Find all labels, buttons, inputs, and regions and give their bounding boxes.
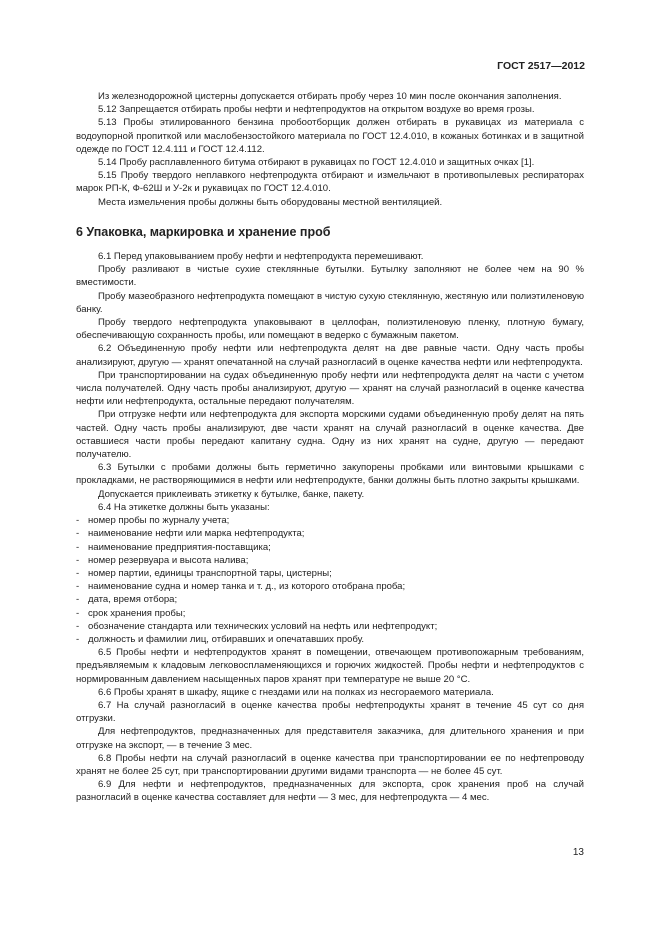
paragraph: Для нефтепродуктов, предназначенных для представителя заказчика, для длительного хранения и при отгрузке на экспорт, — в течение 3 мес.	[76, 726, 584, 751]
paragraph-6-8: 6.8 Пробы нефти на случай разногласий в оценке качества при транспортировании ее по нефтепроводу хранят не более 25 сут, при транспортировании другими видами транспорта — не более 45 сут.	[76, 752, 584, 777]
paragraph-6-4: 6.4 На этикетке должны быть указаны:	[98, 501, 270, 513]
paragraph: Допускается приклеивать этикетку к бутылке, банке, пакету.	[98, 488, 365, 500]
paragraph: Пробу твердого нефтепродукта упаковывают в целлофан, полиэтиленовую пленку, плотную бумагу, обеспечивающую сохранность пробы, или помещают в ведерко с бумажным пакетом.	[76, 317, 584, 342]
list-item: - наименование судна и номер танка и т. д., из которого отобрана проба;	[76, 581, 406, 593]
document-code: ГОСТ 2517—2012	[497, 60, 585, 72]
paragraph: Пробу мазеобразного нефтепродукта помещают в чистую сухую стеклянную, жестяную или полиэтиленовую банку.	[76, 290, 584, 315]
list-item: - должность и фамилии лиц, отбиравших и опечатавших пробу.	[76, 633, 365, 645]
list-item: - обозначение стандарта или технических условий на нефть или нефтепродукт;	[76, 620, 438, 632]
paragraph-5-14: 5.14 Пробу расплавленного битума отбирают в рукавицах по ГОСТ 12.4.010 и защитных очках [1].	[98, 157, 535, 169]
paragraph-6-5: 6.5 Пробы нефти и нефтепродуктов хранят в помещении, отвечающем противопожарным требованиям, предъявляемым к кладовым легковоспламеняющихся и горючих жидкостей. Пробы нефти и нефтепродуктов с нормированным давлением насыщенных паров хранят при температуре не выше 20 °С.	[76, 647, 584, 685]
list-item: - срок хранения пробы;	[76, 607, 186, 619]
list-item: - дата, время отбора;	[76, 594, 178, 606]
paragraph-6-7: 6.7 На случай разногласий в оценке качества пробы нефтепродукты хранят в течение 45 сут со дня отгрузки.	[76, 699, 584, 725]
paragraph-6-2: 6.2 Объединенную пробу нефти или нефтепродукта делят на две равные части. Одну часть пробы анализируют, другую — хранят опечатанной на случай разногласий в оценке качества нефти или нефтепродукта.	[76, 343, 584, 368]
paragraph-6-1: 6.1 Перед упаковыванием пробу нефти и нефтепродукта перемешивают.	[98, 251, 424, 263]
page-body	[76, 90, 584, 805]
paragraph-6-9: 6.9 Для нефти и нефтепродуктов, предназначенных для экспорта, срок хранения проб на случай разногласий в оценке качества составляет для нефти — 3 мес, для нефтепродукта — 4 мес.	[76, 779, 584, 804]
paragraph-5-13: 5.13 Пробы этилированного бензина пробоотборщик должен отбирать в рукавицах из материала с водоупорной пропиткой или маслобензостойкого материала по ГОСТ 12.4.010, в кожаных ботинках и в защитной одежде по ГОСТ 12.4.111 и ГОСТ 12.4.112.	[76, 117, 584, 155]
list-item: - номер резервуара и высота налива;	[76, 554, 249, 566]
paragraph-5-15: 5.15 Пробу твердого неплавкого нефтепродукта отбирают и измельчают в противопылевых респираторах марок РП-К, Ф-62Ш и У-2к и рукавицах по ГОСТ 12.4.010.	[76, 170, 584, 195]
label-requirements-list	[76, 514, 584, 646]
list-item: - наименование предприятия-поставщика;	[76, 541, 271, 553]
paragraph: Места измельчения пробы должны быть оборудованы местной вентиляцией.	[98, 196, 443, 208]
paragraph-6-3: 6.3 Бутылки с пробами должны быть герметично закупорены пробками или винтовыми крышками с прокладками, не растворяющимися в нефти или нефтепродукте, банки должны быть плотно закрыты крышками.	[76, 462, 584, 487]
paragraph: При отгрузке нефти или нефтепродукта для экспорта морскими судами объединенную пробу делят на пять частей. Одну часть пробы анализируют, две части хранят на случай разногласий в оценке качества. Две оставшиеся части пробы передают капитану судна. Одну из них хранят на судне, другую — передают получателю.	[76, 409, 584, 461]
paragraph: Из железнодорожной цистерны допускается отбирать пробу через 10 мин после окончания заполнения.	[98, 91, 562, 102]
list-item: - номер пробы по журналу учета;	[76, 515, 230, 527]
paragraph-6-6: 6.6 Пробы хранят в шкафу, ящике с гнездами или на полках из несгораемого материала.	[98, 686, 494, 698]
paragraph-5-12: 5.12 Запрещается отбирать пробы нефти и нефтепродуктов на открытом воздухе во время грозы.	[98, 104, 535, 116]
paragraph: При транспортировании на судах объединенную пробу нефти или нефтепродукта делят на части с учетом числа получателей. Одну часть пробы анализируют, другую — хранят на случай разногласий в оценке качества нефти или нефтепродукта, остальные передают получателям.	[76, 369, 584, 408]
list-item: - номер партии, единицы транспортной тары, цистерны;	[76, 567, 332, 579]
paragraph: Пробу разливают в чистые сухие стеклянные бутылки. Бутылку заполняют не более чем на 90 % вместимости.	[76, 264, 584, 289]
list-item: - наименование нефти или марка нефтепродукта;	[76, 528, 305, 540]
page-number: 13	[572, 847, 584, 858]
section-heading-6: 6 Упаковка, маркировка и хранение проб	[76, 224, 331, 239]
